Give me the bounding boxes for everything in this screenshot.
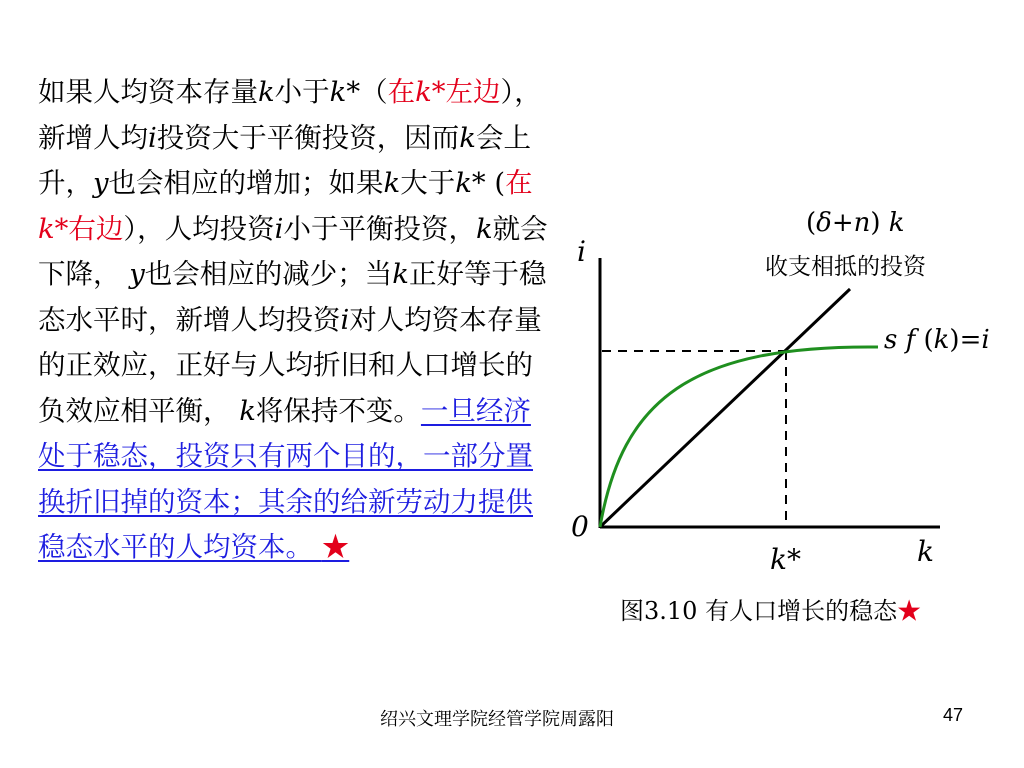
text: 投资大于平衡投资，因而 — [156, 121, 460, 154]
var-k: k — [459, 121, 476, 154]
link-text[interactable]: 一旦经济处于稳态，投资只有两个目的，一部分置换折旧掉的资本；其余的给新劳动力提供稳态水平的人均资本。 — [38, 394, 533, 563]
text: （ — [360, 76, 388, 108]
var-i: i — [340, 303, 350, 336]
figure-number: 3.10 — [644, 597, 698, 625]
break-even-investment-line — [600, 289, 850, 527]
text: 小于 — [274, 76, 330, 108]
text: 小于平衡投资， — [283, 212, 476, 245]
text: ( — [923, 325, 934, 355]
text: 就会下降， — [38, 212, 548, 290]
origin-label: 0 — [571, 510, 589, 543]
text: 正好等于稳态水平时，新增人均投资 — [38, 258, 547, 336]
var-k: k — [392, 258, 409, 290]
text: 左边 — [445, 76, 501, 108]
text: 在 — [387, 76, 416, 108]
text: 在 — [505, 167, 533, 199]
page-number: 47 — [943, 705, 964, 725]
var-i: i — [148, 121, 157, 154]
var-kstar: k* — [38, 212, 69, 245]
text: 也会相应的减少；当 — [144, 258, 393, 290]
text: 右边 — [68, 212, 124, 245]
text: ），新增人均 — [38, 76, 542, 154]
break-even-line-sublabel: 收支相抵的投资 — [765, 254, 926, 280]
var-k: k — [239, 394, 256, 427]
var-k: k — [888, 208, 905, 238]
var-k: k — [475, 212, 493, 245]
text: ) — [870, 208, 889, 238]
investment-curve-label — [884, 325, 990, 355]
kstar-label: k* — [770, 543, 801, 576]
text: 对人均资本存量的正效应，正好与人均折旧和人口增长的负效应相平衡， — [38, 303, 542, 427]
text: 也会相应的增加；如果 — [108, 167, 384, 199]
var-n: n — [853, 208, 871, 238]
text: 如果人均资本存量 — [38, 76, 258, 108]
text: 图 — [620, 597, 644, 625]
star-icon: ★ — [897, 597, 922, 625]
var-kstar: k* — [455, 167, 486, 199]
text: 会上升， — [38, 121, 531, 199]
text: ( — [485, 167, 506, 199]
investment-curve — [600, 347, 878, 527]
star-icon[interactable]: ★ — [321, 531, 350, 563]
var-kstar: k* — [329, 76, 361, 108]
delta-symbol: δ — [816, 208, 832, 238]
var-k: k — [933, 325, 950, 355]
text: ( — [806, 208, 817, 238]
var-kstar: k* — [415, 76, 446, 108]
x-axis-label: k — [917, 535, 934, 568]
figure-caption — [620, 591, 921, 626]
var-k: k — [383, 167, 401, 199]
y-axis-label: i — [577, 235, 586, 268]
var-sf: s f — [884, 325, 924, 355]
text: 有人口增长的稳态 — [697, 597, 898, 625]
var-i: i — [274, 212, 284, 245]
text: )= — [949, 325, 982, 355]
text: ），人均投资 — [123, 212, 275, 245]
var-k: k — [258, 76, 275, 108]
text: 大于 — [400, 167, 456, 199]
var-i: i — [981, 325, 990, 355]
text: + — [831, 208, 854, 238]
break-even-line-label — [806, 208, 905, 238]
var-y: y — [129, 258, 145, 290]
var-y: y — [93, 167, 109, 199]
slide-footer: 绍兴文理学院经管学院周露阳 — [380, 709, 614, 730]
text: 将保持不变。 — [255, 394, 421, 427]
